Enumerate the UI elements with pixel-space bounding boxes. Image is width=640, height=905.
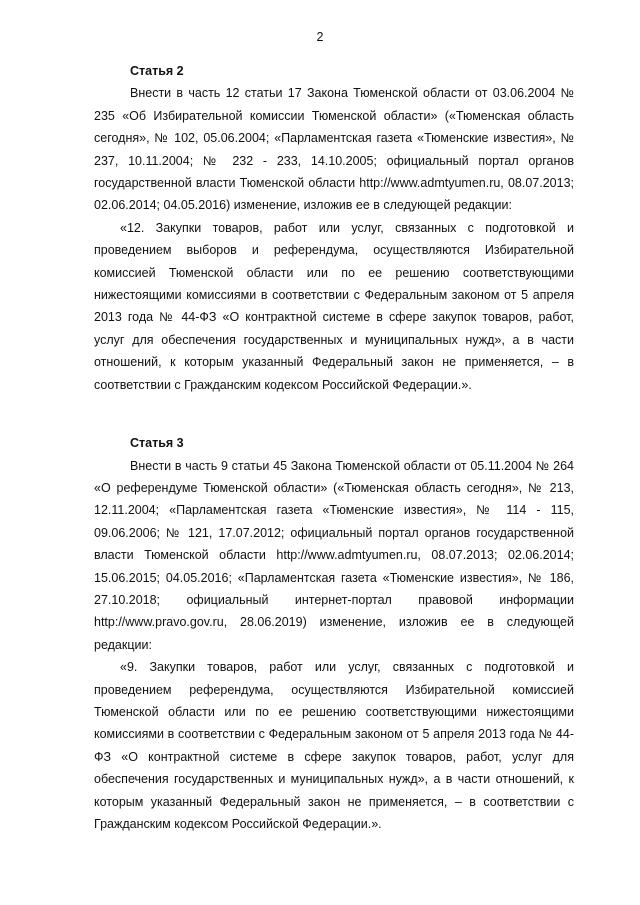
page-number: 2 bbox=[316, 30, 324, 44]
article-2-title: Статья 2 bbox=[130, 64, 184, 78]
article-3-title: Статья 3 bbox=[130, 436, 184, 451]
article-2-new-text: «12. Закупки товаров, работ или услуг, связанных с подготовкой и проведением выборов и референдума, осуществляются Избирательной комиссией Тюменской области или по ее решению соответствующими нижестоящими комиссиями в соответствии с Федеральным законом от 5 апреля 2013 года № 44-ФЗ «О контрактной системе в сфере закупок товаров, работ, услуг для обеспечения государственных и муниципальных нужд», а в части отношений, к которым указанный Федеральный закон не применяется, – в соответствии с Гражданским кодексом Российской Федерации.». bbox=[94, 220, 574, 392]
section-spacer bbox=[94, 396, 574, 432]
article-2-amendment: Внести в часть 12 статьи 17 Закона Тюменской области от 03.06.2004 № 235 «Об Избирательной комиссии Тюменской области» («Тюменская область сегодня», № 102, 05.06.2004; «Парламентская газета «Тюменские известия», № 237, 10.11.2004; № 232 - 233, 14.10.2005; официальный портал органов государственной власти Тюменской области http://www.admtyumen.ru, 08.07.2013; 02.06.2014; 04.05.2016) изменение, изложив ее в следующей редакции: bbox=[94, 86, 574, 213]
article-3 bbox=[94, 432, 574, 835]
article-2 bbox=[94, 60, 574, 396]
document-body bbox=[94, 60, 574, 835]
article-3-new-text: «9. Закупки товаров, работ или услуг, связанных с подготовкой и проведением референдума, осуществляются Избирательной комиссией Тюменской области или по ее решению соответствующими нижестоящими комиссиями в соответствии с Федеральным законом от 5 апреля 2013 года № 44-ФЗ «О контрактной системе в сфере закупок товаров, работ, услуг для обеспечения государственных и муниципальных нужд», а в части отношений, к которым указанный Федеральный закон не применяется, – в соответствии с Гражданским кодексом Российской Федерации.». bbox=[94, 660, 574, 831]
article-3-amendment: Внести в часть 9 статьи 45 Закона Тюменской области от 05.11.2004 № 264 «О референдуме Тюменской области» («Тюменская область сегодня», № 213, 12.11.2004; «Парламентская газета «Тюменские известия», № 114 - 115, 09.06.2006; № 121, 17.07.2012; официальный портал органов государственной власти Тюменской области http://www.admtyumen.ru, 08.07.2013; 02.06.2014; 15.06.2015; 04.05.2016; «Парламентская газета «Тюменские известия», № 186, 27.10.2018; официальный интернет-портал правовой информации http://www.pravo.gov.ru, 28.06.2019) изменение, изложив ее в следующей редакции: bbox=[94, 458, 574, 652]
